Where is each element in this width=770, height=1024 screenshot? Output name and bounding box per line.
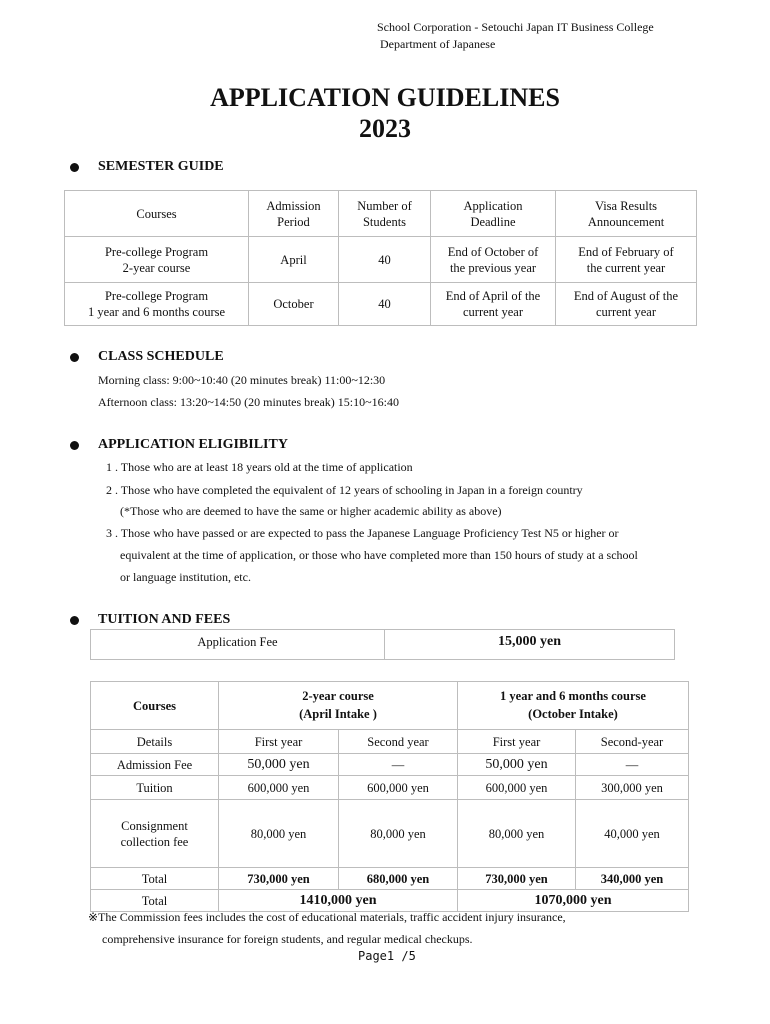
total-b1: 730,000 yen <box>458 868 576 890</box>
col-application-deadline: Application Deadline <box>431 191 556 237</box>
table-row <box>91 868 689 890</box>
course-b-header: 1 year and 6 months course (October Intake) <box>458 682 689 730</box>
table-row <box>91 800 689 868</box>
tuition-heading <box>70 611 230 629</box>
b-first-year: First year <box>458 730 576 754</box>
tuition-b1: 600,000 yen <box>458 776 576 800</box>
afternoon-class: Afternoon class: 13:20~14:50 (20 minutes break) 15:10~16:40 <box>98 395 399 409</box>
col-admission-period: Admission Period <box>249 191 339 237</box>
tuition-b2: 300,000 yen <box>576 776 689 800</box>
consignment-a1: 80,000 yen <box>219 800 339 868</box>
admission-fee-label: Admission Fee <box>91 754 219 776</box>
semester-heading <box>70 158 224 176</box>
tuition-label: Tuition <box>91 776 219 800</box>
schedule-heading <box>70 348 224 366</box>
visa-cell: End of February of the current year <box>556 237 697 283</box>
course-a-header: 2-year course (April Intake ) <box>219 682 458 730</box>
visa-cell: End of August of the current year <box>556 283 697 326</box>
details-label: Details <box>91 730 219 754</box>
table-row <box>91 754 689 776</box>
tuition-a2: 600,000 yen <box>339 776 458 800</box>
header-org: School Corporation - Setouchi Japan IT Business College <box>377 20 654 34</box>
eligibility-item-2-note: (*Those who are deemed to have the same or higher academic ability as above) <box>120 504 502 518</box>
admission-b1: 50,000 yen <box>458 754 576 776</box>
b-second-year: Second-year <box>576 730 689 754</box>
table-row <box>91 730 689 754</box>
course-cell: Pre-college Program 1 year and 6 months course <box>65 283 249 326</box>
page-number: Page1 /5 <box>358 949 416 963</box>
table-row <box>91 776 689 800</box>
period-cell: October <box>249 283 339 326</box>
bullet-icon <box>70 616 79 625</box>
fees-table <box>90 681 689 912</box>
deadline-cell: End of October of the previous year <box>431 237 556 283</box>
table-row <box>65 283 697 326</box>
application-fee-label: Application Fee <box>91 630 385 660</box>
page-title: APPLICATION GUIDELINES <box>210 83 560 112</box>
header-dept: Department of Japanese <box>380 37 496 51</box>
grand-total-a: 1410,000 yen <box>219 890 458 912</box>
total-label: Total <box>91 868 219 890</box>
application-fee-value: 15,000 yen <box>385 630 675 660</box>
deadline-cell: End of April of the current year <box>431 283 556 326</box>
eligibility-item-2: 2 . Those who have completed the equivalent of 12 years of schooling in Japan in a foreign country <box>106 483 583 497</box>
fees-note-cont: comprehensive insurance for foreign students, and regular medical checkups. <box>102 932 473 946</box>
total-b2: 340,000 yen <box>576 868 689 890</box>
eligibility-item-1: 1 . Those who are at least 18 years old at the time of application <box>106 460 413 474</box>
table-row <box>65 191 697 237</box>
table-row <box>91 630 675 660</box>
page-year: 2023 <box>359 114 411 143</box>
students-cell: 40 <box>339 237 431 283</box>
a-first-year: First year <box>219 730 339 754</box>
semester-table <box>64 190 697 326</box>
admission-a2: — <box>339 754 458 776</box>
morning-class: Morning class: 9:00~10:40 (20 minutes break) 11:00~12:30 <box>98 373 386 387</box>
fees-note: ※The Commission fees includes the cost of educational materials, traffic accident injury insurance, <box>88 910 566 924</box>
admission-b2: — <box>576 754 689 776</box>
eligibility-item-3-cont: equivalent at the time of application, or those who have completed more than 150 hours of study at a school <box>120 548 638 562</box>
col-visa-results: Visa Results Announcement <box>556 191 697 237</box>
eligibility-item-3: 3 . Those who have passed or are expected to pass the Japanese Language Proficiency Test N5 or higher or <box>106 526 619 540</box>
consignment-b1: 80,000 yen <box>458 800 576 868</box>
consignment-a2: 80,000 yen <box>339 800 458 868</box>
consignment-b2: 40,000 yen <box>576 800 689 868</box>
bullet-icon <box>70 163 79 172</box>
period-cell: April <box>249 237 339 283</box>
col-courses: Courses <box>65 191 249 237</box>
eligibility-heading-text: APPLICATION ELIGIBILITY <box>98 437 288 452</box>
admission-a1: 50,000 yen <box>219 754 339 776</box>
grand-total-label: Total <box>91 890 219 912</box>
eligibility-item-3-cont: or language institution, etc. <box>120 570 251 584</box>
total-a2: 680,000 yen <box>339 868 458 890</box>
tuition-heading-text: TUITION AND FEES <box>98 612 231 627</box>
consignment-label: Consignment collection fee <box>91 800 219 868</box>
schedule-heading-text: CLASS SCHEDULE <box>98 349 224 364</box>
eligibility-heading <box>70 436 288 454</box>
application-fee-table <box>90 629 675 660</box>
col-number-students: Number of Students <box>339 191 431 237</box>
course-cell: Pre-college Program 2-year course <box>65 237 249 283</box>
a-second-year: Second year <box>339 730 458 754</box>
bullet-icon <box>70 353 79 362</box>
table-row <box>65 237 697 283</box>
students-cell: 40 <box>339 283 431 326</box>
bullet-icon <box>70 441 79 450</box>
tuition-a1: 600,000 yen <box>219 776 339 800</box>
semester-heading-text: SEMESTER GUIDE <box>98 159 224 174</box>
grand-total-b: 1070,000 yen <box>458 890 689 912</box>
courses-label: Courses <box>91 682 219 730</box>
table-row <box>91 682 689 730</box>
total-a1: 730,000 yen <box>219 868 339 890</box>
